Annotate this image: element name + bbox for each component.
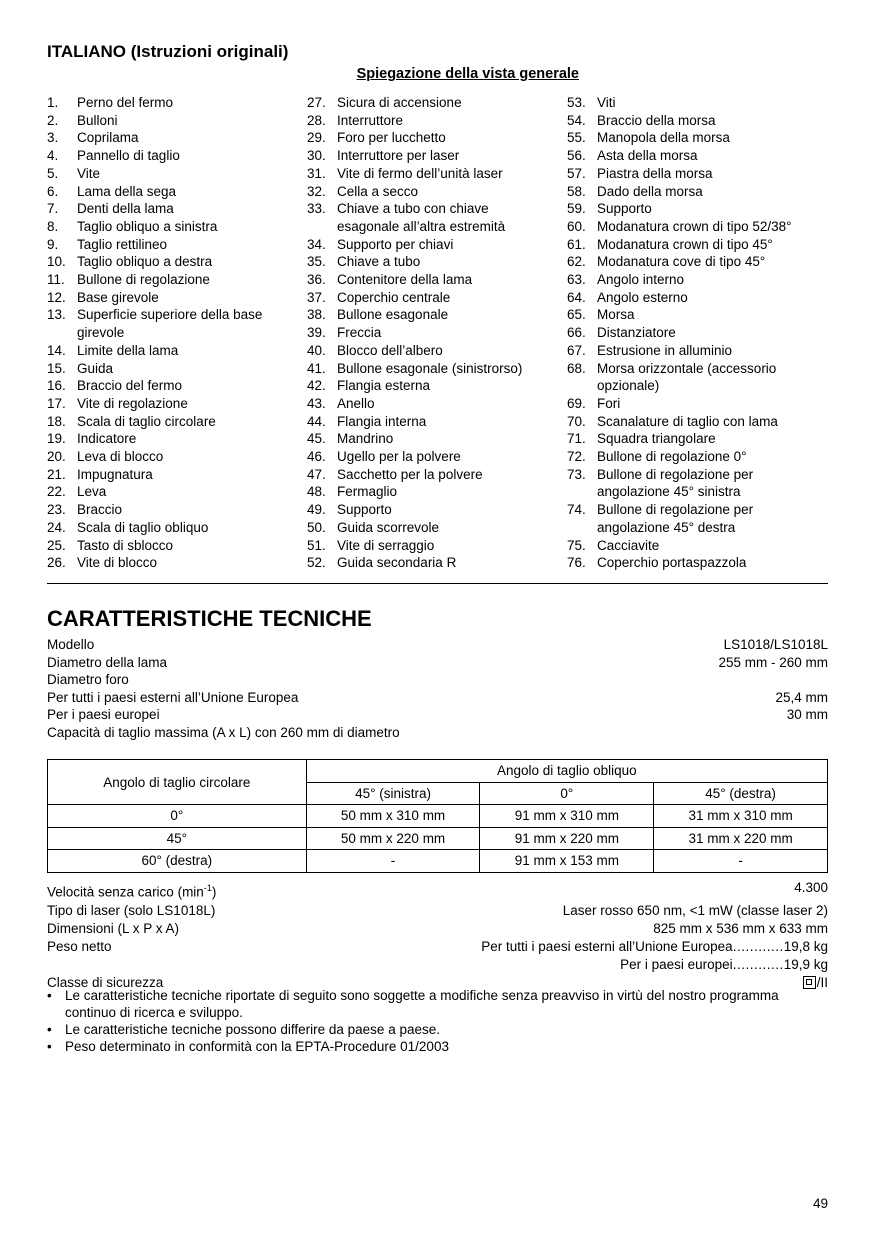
part-name: Contenitore della lama — [337, 272, 473, 288]
part-number: 63. — [567, 272, 586, 288]
part-item — [307, 483, 552, 501]
part-number: 54. — [567, 112, 586, 128]
page-number: 49 — [812, 1196, 828, 1211]
part-item — [307, 448, 552, 466]
spec-label: Diametro foro — [47, 672, 129, 688]
part-name: Bulloni — [77, 112, 118, 128]
part-number: 69. — [567, 395, 586, 411]
part-item — [47, 271, 292, 289]
part-name: Vite — [77, 165, 101, 181]
header-circular-angle: Angolo di taglio circolare — [48, 760, 307, 805]
part-number: 55. — [567, 130, 586, 146]
part-name: Coperchio portaspazzola — [597, 555, 747, 571]
part-item — [567, 200, 828, 218]
part-number: 24. — [47, 519, 66, 535]
part-number: 75. — [567, 537, 586, 553]
part-name: Braccio del fermo — [77, 378, 183, 394]
part-item — [47, 112, 292, 130]
parts-column-2 — [307, 94, 552, 572]
part-number: 50. — [307, 519, 326, 535]
part-name: Limite della lama — [77, 342, 179, 358]
part-name: Bullone di regolazione 0° — [597, 449, 747, 465]
part-name: Chiave a tubo con chiave esagonale all’altra estremità — [337, 201, 506, 234]
part-item — [307, 112, 552, 130]
part-name: Foro per lucchetto — [337, 130, 446, 146]
part-name: Bullone di regolazione per angolazione 45° destra — [597, 502, 754, 535]
part-number: 5. — [47, 165, 59, 181]
spec-row — [47, 671, 828, 689]
part-item — [567, 466, 828, 501]
part-item — [307, 501, 552, 519]
part-number: 57. — [567, 165, 586, 181]
part-number: 76. — [567, 555, 586, 571]
part-name: Scanalature di taglio con lama — [597, 413, 778, 429]
part-item — [567, 448, 828, 466]
part-number: 11. — [47, 272, 65, 288]
part-name: Supporto — [597, 201, 652, 217]
part-number: 19. — [47, 431, 66, 447]
part-item — [307, 395, 552, 413]
part-name: Supporto — [337, 502, 392, 518]
part-item — [307, 165, 552, 183]
part-item — [47, 129, 292, 147]
part-name: Angolo interno — [597, 272, 685, 288]
part-name: Superficie superiore della base girevole — [77, 307, 263, 341]
speed-row — [47, 879, 828, 902]
part-item — [307, 271, 552, 289]
part-item — [307, 430, 552, 448]
part-item — [567, 537, 828, 555]
part-item — [47, 94, 292, 112]
weight-non-eu: Per tutti i paesi esterni all’Unione Europea............19,8 kg — [481, 938, 828, 954]
spec-value: 255 mm - 260 mm — [718, 654, 828, 670]
part-item — [47, 448, 292, 466]
spec-label: Capacità di taglio massima (A x L) con 260 mm di diametro — [47, 724, 400, 740]
part-number: 31. — [307, 165, 326, 181]
part-number: 13. — [47, 307, 66, 323]
part-number: 8. — [47, 218, 59, 234]
spec-value: LS1018/LS1018L — [723, 637, 828, 652]
part-item — [307, 183, 552, 201]
weight-eu-row — [47, 956, 828, 974]
part-number: 51. — [307, 537, 326, 553]
part-name: Fermaglio — [337, 484, 398, 500]
dimensions-label: Dimensioni (L x P x A) — [47, 920, 180, 936]
part-number: 6. — [47, 183, 59, 199]
note-item: • Le caratteristiche tecniche possono differire da paese a paese. — [47, 1021, 828, 1038]
safety-value: /II — [803, 974, 828, 992]
part-item — [307, 537, 552, 555]
part-name: Fori — [597, 395, 621, 411]
part-item — [307, 360, 552, 378]
part-name: Guida secondaria R — [337, 555, 457, 571]
part-name: Modanatura cove di tipo 45° — [597, 254, 766, 270]
part-item — [47, 183, 292, 201]
part-name: Anello — [337, 395, 375, 411]
part-name: Bullone esagonale — [337, 307, 449, 323]
part-item — [307, 306, 552, 324]
notes-list — [47, 987, 828, 1055]
part-item — [307, 200, 552, 235]
part-name: Taglio obliquo a destra — [77, 254, 213, 270]
spec-row — [47, 654, 828, 672]
part-name: Angolo esterno — [597, 289, 688, 305]
part-name: Cella a secco — [337, 183, 419, 199]
part-item — [567, 289, 828, 307]
part-item — [567, 271, 828, 289]
part-number: 17. — [47, 395, 66, 411]
part-name: Bullone esagonale (sinistrorso) — [337, 360, 523, 376]
part-name: Coperchio centrale — [337, 289, 451, 305]
part-number: 34. — [307, 236, 326, 252]
overview-title: Spiegazione della vista generale — [356, 66, 579, 82]
safety-label: Classe di sicurezza — [47, 974, 164, 990]
part-name: Scala di taglio circolare — [77, 413, 216, 429]
capacity-row — [48, 805, 828, 828]
capacity-row — [48, 827, 828, 850]
part-name: Squadra triangolare — [597, 431, 716, 447]
spec-value: 25,4 mm — [775, 689, 828, 705]
capacity-value-cell: - — [654, 850, 828, 873]
part-item — [47, 253, 292, 271]
part-name: Sacchetto per la polvere — [337, 466, 483, 482]
part-item — [47, 483, 292, 501]
part-name: Modanatura crown di tipo 45° — [597, 236, 773, 252]
part-number: 20. — [47, 449, 66, 465]
part-name: Freccia — [337, 325, 382, 341]
part-number: 48. — [307, 484, 326, 500]
specs-list — [47, 636, 828, 742]
part-number: 62. — [567, 254, 586, 270]
part-number: 66. — [567, 325, 586, 341]
laser-value: Laser rosso 650 nm, <1 mW (classe laser 2) — [562, 902, 828, 918]
part-item — [307, 554, 552, 572]
part-name: Denti della lama — [77, 201, 174, 217]
part-name: Piastra della morsa — [597, 165, 713, 181]
weight-eu: Per i paesi europei............19,9 kg — [620, 956, 828, 972]
part-number: 44. — [307, 413, 326, 429]
part-item — [47, 537, 292, 555]
part-name: Interruttore — [337, 112, 404, 128]
part-name: Braccio della morsa — [597, 112, 716, 128]
part-number: 41. — [307, 360, 326, 376]
part-item — [567, 165, 828, 183]
part-name: Dado della morsa — [597, 183, 703, 199]
part-name: Flangia esterna — [337, 378, 431, 394]
part-number: 46. — [307, 449, 326, 465]
part-number: 40. — [307, 342, 326, 358]
specs-more — [47, 879, 828, 992]
part-name: Perno del fermo — [77, 95, 174, 110]
part-item — [567, 554, 828, 572]
part-item — [307, 519, 552, 537]
parts-column-3 — [567, 94, 828, 572]
part-name: Morsa — [597, 307, 635, 323]
part-number: 65. — [567, 307, 586, 323]
part-number: 36. — [307, 272, 326, 288]
capacity-value-cell: 31 mm x 310 mm — [654, 805, 828, 828]
part-item — [307, 147, 552, 165]
part-number: 47. — [307, 466, 326, 482]
part-name: Interruttore per laser — [337, 148, 460, 164]
part-number: 67. — [567, 342, 586, 358]
spec-row — [47, 689, 828, 707]
part-item — [567, 129, 828, 147]
part-number: 49. — [307, 502, 326, 518]
part-item — [307, 324, 552, 342]
part-item — [47, 165, 292, 183]
part-number: 71. — [567, 431, 586, 447]
part-name: Indicatore — [77, 431, 137, 447]
part-item — [307, 129, 552, 147]
part-name: Ugello per la polvere — [337, 449, 461, 465]
part-item — [567, 218, 828, 236]
part-item — [567, 236, 828, 254]
capacity-angle-cell: 0° — [48, 805, 307, 828]
part-item — [307, 236, 552, 254]
laser-label: Tipo di laser (solo LS1018L) — [47, 902, 216, 918]
note-item: • Le caratteristiche tecniche riportate di seguito sono soggette a modifiche senza preavviso in virtù del nostro programma continuo di ricerca e sviluppo. — [47, 987, 828, 1021]
part-name: Vite di regolazione — [77, 395, 188, 411]
part-item — [47, 466, 292, 484]
part-name: Morsa orizzontale (accessorio opzionale) — [597, 360, 777, 394]
part-number: 27. — [307, 95, 326, 110]
capacity-angle-cell: 60° (destra) — [48, 850, 307, 873]
part-item — [307, 466, 552, 484]
part-item — [47, 306, 292, 341]
part-item — [567, 324, 828, 342]
part-name: Vite di serraggio — [337, 537, 435, 553]
spec-value: 30 mm — [786, 707, 828, 723]
spec-label: Diametro della lama — [47, 654, 168, 670]
speed-label: Velocità senza carico $(\min^{-1})$ — [47, 883, 217, 900]
part-number: 35. — [307, 254, 326, 270]
part-name: Cacciavite — [597, 537, 660, 553]
part-number: 26. — [47, 555, 66, 571]
specs-title: CARATTERISTICHE TECNICHE — [47, 606, 372, 631]
capacity-value-cell: 50 mm x 310 mm — [306, 805, 480, 828]
part-number: 25. — [47, 537, 66, 553]
weight-label: Peso netto — [47, 938, 112, 954]
part-item — [307, 377, 552, 395]
part-number: 32. — [307, 183, 326, 199]
part-name: Leva di blocco — [77, 449, 164, 465]
part-item — [567, 413, 828, 431]
capacity-value-cell: - — [306, 850, 480, 873]
parts-column-1 — [47, 94, 292, 572]
part-item — [47, 377, 292, 395]
part-number: 28. — [307, 112, 326, 128]
spec-row — [47, 706, 828, 724]
part-name: Pannello di taglio — [77, 148, 180, 164]
part-number: 68. — [567, 360, 586, 376]
part-number: 53. — [567, 95, 586, 110]
spec-label: Per tutti i paesi esterni all’Unione Europea — [47, 689, 299, 705]
part-number: 23. — [47, 502, 66, 518]
part-item — [567, 306, 828, 324]
part-item — [567, 430, 828, 448]
capacity-value-cell: 91 mm x 310 mm — [480, 805, 654, 828]
language-title: ITALIANO (Istruzioni originali) — [47, 42, 289, 61]
part-number: 58. — [567, 183, 586, 199]
part-number: 56. — [567, 148, 586, 164]
part-number: 64. — [567, 289, 586, 305]
part-item — [567, 360, 828, 395]
part-name: Blocco dell’albero — [337, 342, 443, 358]
part-item — [47, 395, 292, 413]
part-name: Impugnatura — [77, 466, 153, 482]
part-number: 59. — [567, 201, 586, 217]
part-item — [47, 147, 292, 165]
part-number: 12. — [47, 289, 66, 305]
part-number: 70. — [567, 413, 586, 429]
part-item — [567, 253, 828, 271]
part-number: 4. — [47, 148, 59, 164]
part-item — [567, 183, 828, 201]
part-name: Mandrino — [337, 431, 394, 447]
part-number: 3. — [47, 130, 59, 146]
part-name: Base girevole — [77, 289, 159, 305]
part-number: 45. — [307, 431, 326, 447]
document-page — [47, 0, 828, 1240]
part-name: Scala di taglio obliquo — [77, 519, 209, 535]
part-item — [47, 501, 292, 519]
part-number: 22. — [47, 484, 66, 500]
part-number: 30. — [307, 148, 326, 164]
part-name: Manopola della morsa — [597, 130, 730, 146]
part-item — [567, 342, 828, 360]
part-name: Taglio obliquo a sinistra — [77, 218, 218, 234]
part-item — [567, 147, 828, 165]
part-number: 38. — [307, 307, 326, 323]
part-item — [567, 112, 828, 130]
part-item — [307, 94, 552, 112]
part-name: Guida — [77, 360, 114, 376]
speed-value: 4.300 — [794, 880, 828, 895]
part-number: 33. — [307, 201, 326, 217]
part-number: 2. — [47, 112, 59, 128]
part-item — [47, 342, 292, 360]
part-name: Taglio rettilineo — [77, 236, 168, 252]
part-name: Tasto di sblocco — [77, 537, 174, 553]
part-name: Supporto per chiavi — [337, 236, 454, 252]
part-number: 42. — [307, 378, 326, 394]
part-name: Braccio — [77, 502, 123, 518]
part-item — [307, 413, 552, 431]
part-item — [307, 289, 552, 307]
part-item — [47, 519, 292, 537]
part-number: 73. — [567, 466, 586, 482]
part-item — [567, 395, 828, 413]
part-item — [47, 360, 292, 378]
part-item — [47, 413, 292, 431]
part-name: Chiave a tubo — [337, 254, 421, 270]
part-name: Asta della morsa — [597, 148, 698, 164]
part-name: Guida scorrevole — [337, 519, 440, 535]
part-number: 74. — [567, 502, 586, 518]
capacity-row — [48, 850, 828, 873]
part-name: Leva — [77, 484, 107, 500]
part-number: 29. — [307, 130, 326, 146]
header-bevel-angle: Angolo di taglio obliquo — [306, 760, 827, 783]
spec-row — [47, 636, 828, 654]
header-bevel-left: 45° (sinistra) — [306, 782, 480, 805]
part-item — [47, 218, 292, 236]
part-item — [307, 342, 552, 360]
part-item — [47, 236, 292, 254]
part-name: Coprilama — [77, 130, 139, 146]
part-item — [567, 501, 828, 536]
part-number: 61. — [567, 236, 586, 252]
part-number: 1. — [47, 95, 59, 110]
part-name: Flangia interna — [337, 413, 427, 429]
note-item: • Peso determinato in conformità con la EPTA-Procedure 01/2003 — [47, 1038, 828, 1055]
part-number: 52. — [307, 555, 326, 571]
part-number: 43. — [307, 395, 326, 411]
capacity-value-cell: 91 mm x 220 mm — [480, 827, 654, 850]
part-item — [47, 554, 292, 572]
spec-row — [47, 724, 828, 742]
weight-row — [47, 938, 828, 956]
capacity-value-cell: 31 mm x 220 mm — [654, 827, 828, 850]
part-number: 21. — [47, 466, 66, 482]
capacity-value-cell: 50 mm x 220 mm — [306, 827, 480, 850]
dimensions-row — [47, 920, 828, 938]
part-name: Distanziatore — [597, 325, 676, 341]
part-number: 18. — [47, 413, 66, 429]
spec-label: Modello — [47, 637, 95, 652]
laser-row — [47, 902, 828, 920]
part-item — [307, 253, 552, 271]
header-bevel-right: 45° (destra) — [654, 782, 828, 805]
part-number: 15. — [47, 360, 66, 376]
part-item — [47, 200, 292, 218]
capacity-angle-cell: 45° — [48, 827, 307, 850]
section-divider — [47, 583, 828, 584]
part-name: Vite di fermo dell’unità laser — [337, 165, 503, 181]
part-name: Modanatura crown di tipo 52/38° — [597, 218, 792, 234]
part-name: Lama della sega — [77, 183, 177, 199]
part-number: 60. — [567, 218, 586, 234]
part-name: Estrusione in alluminio — [597, 342, 733, 358]
part-name: Vite di blocco — [77, 555, 158, 571]
part-number: 14. — [47, 342, 66, 358]
cutting-capacity-table — [47, 759, 828, 873]
part-number: 7. — [47, 201, 59, 217]
capacity-value-cell: 91 mm x 153 mm — [480, 850, 654, 873]
part-number: 39. — [307, 325, 326, 341]
part-item — [47, 289, 292, 307]
part-name: Bullone di regolazione — [77, 272, 210, 288]
part-number: 37. — [307, 289, 326, 305]
spec-label: Per i paesi europei — [47, 707, 160, 723]
part-number: 9. — [47, 236, 59, 252]
part-number: 10. — [47, 254, 66, 270]
part-item — [47, 430, 292, 448]
part-item — [567, 94, 828, 112]
part-name: Sicura di accensione — [337, 95, 462, 110]
part-name: Bullone di regolazione per angolazione 45° sinistra — [597, 466, 754, 500]
part-number: 72. — [567, 449, 586, 465]
part-name: Viti — [597, 95, 616, 110]
part-number: 16. — [47, 378, 66, 394]
header-bevel-zero: 0° — [480, 782, 654, 805]
dimensions-value: 825 mm x 536 mm x 633 mm — [653, 920, 828, 936]
